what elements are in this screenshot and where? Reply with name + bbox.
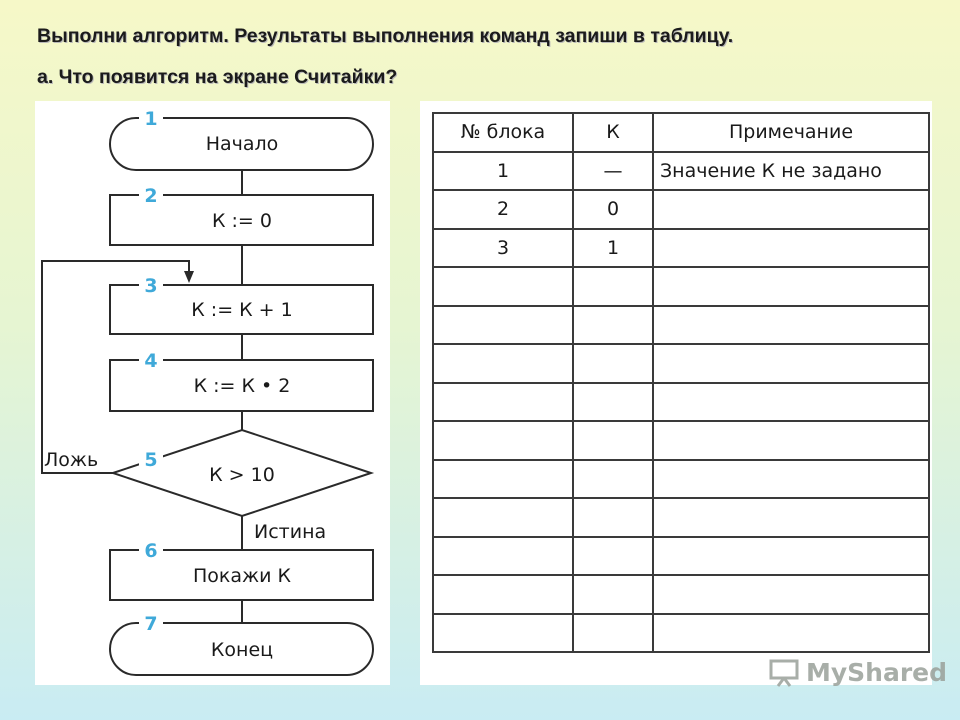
cell-note xyxy=(653,267,929,306)
arrow-head-icon xyxy=(184,271,194,283)
table-row xyxy=(433,383,929,422)
cell-k xyxy=(573,344,653,383)
cell-block-number xyxy=(433,460,573,499)
slide-title: Выполни алгоритм. Результаты выполнения команд запиши в таблицу. xyxy=(37,25,734,47)
block-3-text: К := К + 1 xyxy=(191,299,293,321)
table-row xyxy=(433,460,929,499)
cell-block-number xyxy=(433,421,573,460)
cell-k xyxy=(573,614,653,653)
cell-note xyxy=(653,575,929,614)
cell-note xyxy=(653,383,929,422)
header-block-number: № блока xyxy=(433,113,573,152)
block-5-text: К > 10 xyxy=(209,464,275,486)
block-4-text: К := К • 2 xyxy=(193,375,291,397)
cell-block-number xyxy=(433,306,573,345)
block-2-text: К := 0 xyxy=(212,210,272,232)
cell-note xyxy=(653,498,929,537)
block-4-number: 4 xyxy=(144,350,158,372)
true-branch-label: Истина xyxy=(254,521,327,543)
cell-note xyxy=(653,537,929,576)
cell-k: 0 xyxy=(573,190,653,229)
block-7-text: Конец xyxy=(210,639,274,661)
block-5-number: 5 xyxy=(144,449,158,471)
cell-k xyxy=(573,306,653,345)
cell-note xyxy=(653,190,929,229)
table-row xyxy=(433,344,929,383)
table-row xyxy=(433,306,929,345)
cell-note xyxy=(653,460,929,499)
cell-block-number xyxy=(433,537,573,576)
cell-k xyxy=(573,537,653,576)
cell-block-number xyxy=(433,575,573,614)
cell-block-number xyxy=(433,267,573,306)
slide-question: а. Что появится на экране Считайки? xyxy=(37,66,398,88)
table-row xyxy=(433,267,929,306)
table-row xyxy=(433,190,929,229)
block-6-number: 6 xyxy=(144,540,158,562)
cell-note: Значение К не задано xyxy=(653,152,929,191)
cell-k: 1 xyxy=(573,229,653,268)
table-row xyxy=(433,421,929,460)
cell-block-number: 2 xyxy=(433,190,573,229)
cell-k xyxy=(573,575,653,614)
cell-block-number: 1 xyxy=(433,152,573,191)
watermark xyxy=(768,657,947,687)
table-row xyxy=(433,498,929,537)
cell-block-number xyxy=(433,383,573,422)
flowchart xyxy=(35,101,390,685)
trace-table xyxy=(432,112,930,653)
cell-note xyxy=(653,614,929,653)
block-3-number: 3 xyxy=(144,275,158,297)
header-note: Примечание xyxy=(653,113,929,152)
cell-k xyxy=(573,267,653,306)
block-2-number: 2 xyxy=(144,185,158,207)
block-6-text: Покажи К xyxy=(192,565,292,587)
table-row xyxy=(433,537,929,576)
cell-block-number xyxy=(433,614,573,653)
watermark-text: MyShared xyxy=(806,657,948,687)
cell-note xyxy=(653,306,929,345)
cell-note xyxy=(653,344,929,383)
cell-k xyxy=(573,460,653,499)
block-1-number: 1 xyxy=(144,108,158,130)
table-row xyxy=(433,229,929,268)
table-header-row xyxy=(433,113,929,152)
flowchart-panel xyxy=(35,101,390,685)
table-row xyxy=(433,152,929,191)
table-row xyxy=(433,614,929,653)
cell-k xyxy=(573,421,653,460)
false-branch-label: Ложь xyxy=(44,449,99,471)
cell-k xyxy=(573,498,653,537)
cell-block-number xyxy=(433,344,573,383)
header-k: К xyxy=(573,113,653,152)
cell-k xyxy=(573,383,653,422)
block-7-number: 7 xyxy=(144,613,158,635)
trace-table-panel xyxy=(420,101,932,685)
cell-note xyxy=(653,421,929,460)
presentation-icon xyxy=(768,657,800,687)
block-1-text: Начало xyxy=(205,133,279,155)
cell-block-number xyxy=(433,498,573,537)
cell-block-number: 3 xyxy=(433,229,573,268)
table-row xyxy=(433,575,929,614)
cell-k: — xyxy=(573,152,653,191)
cell-note xyxy=(653,229,929,268)
